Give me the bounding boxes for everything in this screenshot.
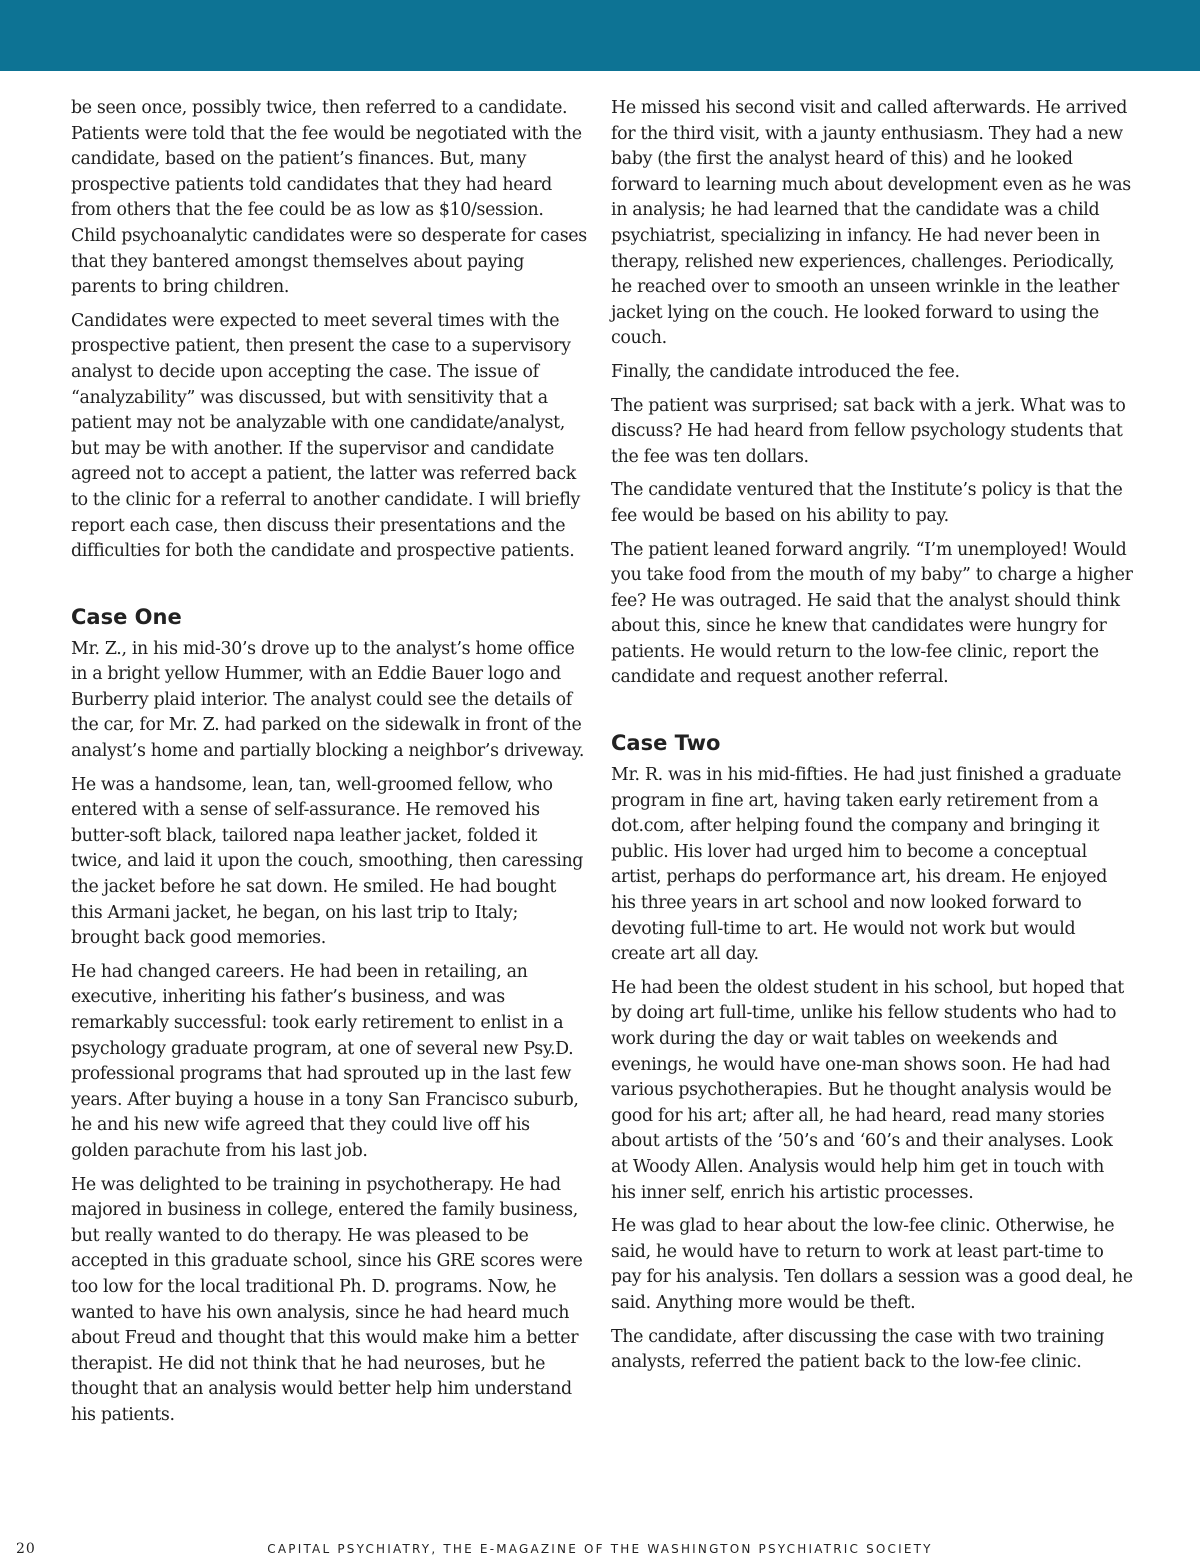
paragraph: He was glad to hear about the low-fee clinic. Otherwise, he said, he would have to return to work at least part-time to pay for his analysis. Ten dollars a session was a good deal, he said. Anything more would be theft. (611, 1216, 1133, 1313)
paragraph: Mr. R. was in his mid-fifties. He had just finished a graduate program in fine art, having taken early retirement from a dot.com, after helping found the company and bringing it public. His lover had urged him to become a conceptual artist, perhaps do performance art, his dream. He enjoyed his three years in art school and now looked forward to devoting full-time to art. He would not work but would create art all day. (611, 765, 1122, 965)
section-heading-case-one: Case One (71, 604, 182, 629)
paragraph: The candidate ventured that the Institute’s policy is that the fee would be based on his ability to pay. (611, 480, 1123, 526)
section-heading-case-two: Case Two (611, 731, 721, 756)
paragraph: He missed his second visit and called afterwards. He arrived for the third visit, with a jaunty enthusiasm. They had a new baby (the first the analyst heard of this) and he looked forward to learning much about development even as he was in analysis; he had learned that the candidate was a child psychiatrist, specializing in infancy. He had never been in therapy, relished new experiences, challenges. Periodically, he reached over to smooth an unseen wrinkle in the leather jacket lying on the couch. He looked forward to using the couch. (611, 98, 1131, 349)
paragraph: He was a handsome, lean, tan, well-groomed fellow, who entered with a sense of self-assurance. He removed his butter-soft black, tailored napa leather jacket, folded it twice, and laid it upon the couch, smoothing, then caressing the jacket before he sat down. He smiled. He had bought this Armani jacket, he began, on his last trip to Italy; brought back good memories. (71, 774, 584, 949)
paragraph: The candidate, after discussing the case with two training analysts, referred the patient back to the low-fee clinic. (611, 1326, 1105, 1373)
header-bar (0, 0, 1200, 71)
paragraph: Candidates were expected to meet several times with the prospective patient, then present the case to a supervisory analyst to decide upon accepting the case. The issue of “analyzability” was discussed, but with sensitivity that a patient may not be analyzable with one candidate/analyst, but may be with another. If the supervisor and candidate agreed not to accept a patient, the latter was referred back to the clinic for a referral to another candidate. I will briefly report each case, then discuss their presentations and the difficulties for both the candidate and prospective patients. (71, 310, 581, 562)
paragraph: The patient was surprised; sat back with a jerk. What was to discuss? He had heard from fellow psychology students that the fee was ten dollars. (611, 395, 1126, 467)
page-number: 20 (16, 1541, 36, 1557)
right-column (611, 96, 1133, 1384)
publication-footer: CAPITAL PSYCHIATRY, THE E-MAGAZINE OF THE WASHINGTON PSYCHIATRIC SOCIETY (267, 1542, 933, 1556)
paragraph: Finally, the candidate introduced the fee. (611, 361, 960, 382)
paragraph: Mr. Z., in his mid-30’s drove up to the analyst’s home office in a bright yellow Hummer, with an Eddie Bauer logo and Burberry plaid interior. The analyst could see the details of the car, for Mr. Z. had parked on the sidewalk in front of the analyst’s home and partially blocking a neighbor’s driveway. (71, 638, 585, 762)
paragraph: be seen once, possibly twice, then referred to a candidate. Patients were told that the fee would be negotiated with the candidate, based on the patient’s finances. But, many prospective patients told candidates that they had heard from others that the fee could be as low as $10/session. Child psychoanalytic candidates were so desperate for cases that they bantered amongst themselves about paying parents to bring children. (71, 98, 587, 298)
left-column (71, 96, 591, 1437)
paragraph: He was delighted to be training in psychotherapy. He had majored in business in college, entered the family business, but really wanted to do therapy. He was pleased to be accepted in this graduate school, since his GRE scores were too low for the local traditional Ph. D. programs. Now, he wanted to have his own analysis, since he had heard much about Freud and thought that this would make him a better therapist. He did not think that he had neuroses, but he thought that an analysis would better help him understand his patients. (71, 1174, 583, 1425)
paragraph: He had changed careers. He had been in retailing, an executive, inheriting his father’s business, and was remarkably successful: took early retirement to enlist in a psychology graduate program, at one of several new Psy.D. professional programs that had sprouted up in the last few years. After buying a house in a tony San Francisco suburb, he and his new wife agreed that they could live off his golden parachute from his last job. (71, 961, 579, 1161)
paragraph: The patient leaned forward angrily. “I’m unemployed! Would you take food from the mouth of my baby” to charge a higher fee? He was outraged. He said that the analyst should think about this, since he knew that candidates were hungry for patients. He would return to the low-fee clinic, report the candidate and request another referral. (611, 539, 1133, 688)
paragraph: He had been the oldest student in his school, but hoped that by doing art full-time, unlike his fellow students who had to work during the day or wait tables on weekends and evenings, he would have one-man shows soon. He had had various psychotherapies. But he thought analysis would be good for his art; after all, he had heard, read many stories about artists of the ’50’s and ‘60’s and their analyses. Look at Woody Allen. Analysis would help him get in touch with his inner self, enrich his artistic processes. (611, 977, 1124, 1203)
